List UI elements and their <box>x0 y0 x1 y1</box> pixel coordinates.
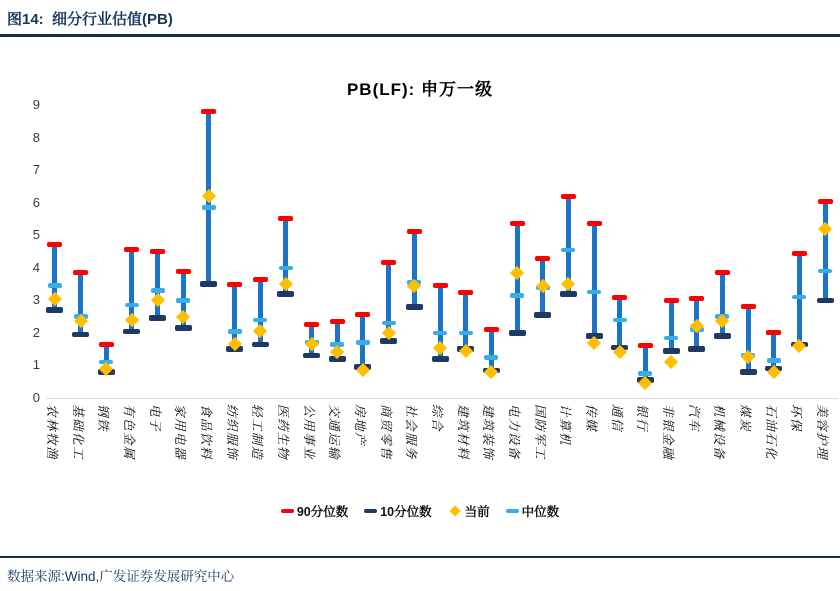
p90-cap <box>330 319 345 324</box>
range-bar <box>617 297 622 347</box>
y-axis-tick-label: 3 <box>32 292 40 308</box>
median-tick <box>767 358 781 363</box>
data-source: 数据来源:Wind,广发证券发展研究中心 <box>7 569 235 584</box>
p90-cap <box>766 330 781 335</box>
x-axis-label: 轻工制造 <box>250 404 266 461</box>
x-axis-label: 建筑材料 <box>455 404 471 461</box>
p90-cap <box>612 295 627 300</box>
x-axis-label: 农林牧渔 <box>44 404 60 461</box>
median-tick <box>125 303 139 308</box>
p90-cap <box>689 296 704 301</box>
p90-cap <box>278 216 293 221</box>
legend-label: 10分位数 <box>380 505 432 519</box>
p10-cap <box>303 353 320 359</box>
x-axis-label: 煤炭 <box>738 404 754 433</box>
p10-cap <box>688 346 705 352</box>
current-diamond <box>433 340 447 354</box>
x-axis-label: 计算机 <box>558 404 574 447</box>
p10-cap <box>123 329 140 335</box>
y-axis-tick-label: 0 <box>32 390 40 405</box>
current-diamond <box>48 292 62 306</box>
legend-item <box>506 502 560 520</box>
current-diamond <box>561 277 575 291</box>
p10-cap <box>175 325 192 331</box>
y-axis-tick-label: 6 <box>32 194 40 210</box>
median-tick <box>818 269 832 274</box>
range-bar <box>592 224 597 336</box>
y-axis-tick-label: 5 <box>32 227 40 243</box>
p10-cap <box>432 356 449 362</box>
p90-cap <box>587 221 602 226</box>
x-axis-label: 医药生物 <box>275 404 291 461</box>
y-axis-tick-label: 8 <box>32 129 40 145</box>
x-axis-label: 基础化工 <box>70 404 86 461</box>
p90-cap <box>150 249 165 254</box>
p90-cap <box>407 229 422 234</box>
median-tick <box>48 283 62 288</box>
legend-marker-current <box>449 505 460 516</box>
x-axis-label: 纺织服饰 <box>224 404 240 461</box>
p90-cap <box>355 312 370 317</box>
p10-cap <box>72 332 89 338</box>
p90-cap <box>561 194 576 199</box>
x-axis-label: 石油石化 <box>763 404 779 461</box>
legend-marker-median <box>506 509 519 513</box>
p90-cap <box>47 242 62 247</box>
current-diamond <box>664 355 678 369</box>
p10-cap <box>200 281 217 287</box>
x-axis-label: 钢铁 <box>96 404 112 433</box>
p90-cap <box>484 327 499 332</box>
p90-cap <box>715 270 730 275</box>
p90-cap <box>818 199 833 204</box>
p90-cap <box>176 269 191 274</box>
p90-cap <box>433 283 448 288</box>
current-diamond <box>792 339 806 353</box>
range-bar <box>463 292 468 349</box>
median-tick <box>279 266 293 271</box>
x-axis-label: 有色金属 <box>121 404 137 461</box>
x-axis-label: 建筑装饰 <box>481 404 497 461</box>
x-axis-label: 国防军工 <box>532 404 548 461</box>
x-axis-label: 社会服务 <box>404 404 420 461</box>
footer-divider <box>0 556 840 558</box>
y-axis-tick-label: 7 <box>32 162 40 178</box>
current-diamond <box>510 266 524 280</box>
legend-marker-p90 <box>281 509 294 513</box>
x-axis-label: 非银金融 <box>661 404 677 461</box>
p10-cap <box>560 291 577 297</box>
p90-cap <box>304 322 319 327</box>
y-axis-tick-label: 2 <box>32 324 40 340</box>
p90-cap <box>227 282 242 287</box>
p90-cap <box>73 270 88 275</box>
x-axis-label: 汽车 <box>686 404 702 433</box>
chart-legend <box>0 502 840 520</box>
x-axis-label: 电力设备 <box>507 404 523 461</box>
x-axis-label: 交通运输 <box>327 404 343 461</box>
p10-cap <box>714 333 731 339</box>
legend-label: 中位数 <box>521 505 560 519</box>
median-tick <box>561 248 575 253</box>
median-tick <box>484 355 498 360</box>
current-diamond <box>279 277 293 291</box>
y-axis-tick-label: 1 <box>32 357 40 373</box>
p10-cap <box>46 307 63 313</box>
range-bar <box>823 201 828 300</box>
p90-cap <box>253 277 268 282</box>
median-tick <box>202 205 216 210</box>
p10-cap <box>149 315 166 321</box>
range-bar <box>771 333 776 369</box>
chart-title: PB(LF): 申万一级 <box>346 80 494 99</box>
median-tick <box>253 318 267 323</box>
p90-cap <box>664 298 679 303</box>
current-diamond <box>176 310 190 324</box>
x-axis-label: 食品饮料 <box>198 404 214 461</box>
y-axis-tick-label: 9 <box>32 97 40 112</box>
p10-cap <box>534 312 551 318</box>
legend-item <box>281 502 348 520</box>
current-diamond <box>125 313 139 327</box>
x-axis-label: 银行 <box>635 404 651 433</box>
x-axis-label: 美容护理 <box>815 404 831 461</box>
legend-label: 当前 <box>464 505 490 519</box>
x-axis-label: 环保 <box>789 404 805 433</box>
legend-item <box>364 502 431 520</box>
p10-cap <box>817 298 834 304</box>
x-axis-label: 房地产 <box>352 404 368 447</box>
range-bar <box>669 300 674 350</box>
p10-cap <box>509 330 526 336</box>
median-tick <box>792 295 806 300</box>
x-axis-label: 商贸零售 <box>378 404 394 461</box>
p10-cap <box>406 304 423 310</box>
x-axis-label: 传媒 <box>584 404 600 433</box>
current-diamond <box>536 279 550 293</box>
current-diamond <box>741 350 755 364</box>
median-tick <box>587 290 601 295</box>
current-diamond <box>818 222 832 236</box>
p90-cap <box>535 256 550 261</box>
x-axis-label: 机械设备 <box>712 404 728 461</box>
range-bar <box>412 232 417 307</box>
legend-marker-p10 <box>364 509 377 513</box>
p90-cap <box>201 109 216 114</box>
p90-cap <box>741 304 756 309</box>
x-axis-label: 家用电器 <box>173 404 189 461</box>
median-tick <box>459 331 473 336</box>
y-axis-tick-label: 4 <box>32 259 40 275</box>
p90-cap <box>638 343 653 348</box>
current-diamond <box>150 293 164 307</box>
x-axis-label: 通信 <box>609 404 625 433</box>
median-tick <box>664 336 678 341</box>
p90-cap <box>99 342 114 347</box>
p90-cap <box>381 260 396 265</box>
median-tick <box>613 318 627 323</box>
range-bar <box>489 330 494 371</box>
median-tick <box>356 340 370 345</box>
median-tick <box>228 329 242 334</box>
p90-cap <box>792 251 807 256</box>
p10-cap <box>252 342 269 348</box>
p10-cap <box>663 348 680 354</box>
range-bar <box>155 252 160 319</box>
x-axis-label: 综合 <box>430 404 445 433</box>
median-tick <box>176 298 190 303</box>
x-axis-label: 电子 <box>147 404 163 433</box>
figure-title: 图14: 细分行业估值(PB) <box>7 11 173 28</box>
legend-label: 90分位数 <box>296 505 349 519</box>
current-diamond <box>202 189 216 203</box>
median-tick <box>510 293 524 298</box>
p90-cap <box>124 247 139 252</box>
current-diamond <box>305 337 319 351</box>
p90-cap <box>458 290 473 295</box>
p90-cap <box>510 221 525 226</box>
median-tick <box>638 371 652 376</box>
p10-cap <box>740 369 757 375</box>
legend-item <box>448 502 490 520</box>
p10-cap <box>277 291 294 297</box>
current-diamond <box>253 324 267 338</box>
x-axis-baseline <box>46 398 838 399</box>
x-axis-label: 公用事业 <box>301 404 317 461</box>
median-tick <box>433 331 447 336</box>
